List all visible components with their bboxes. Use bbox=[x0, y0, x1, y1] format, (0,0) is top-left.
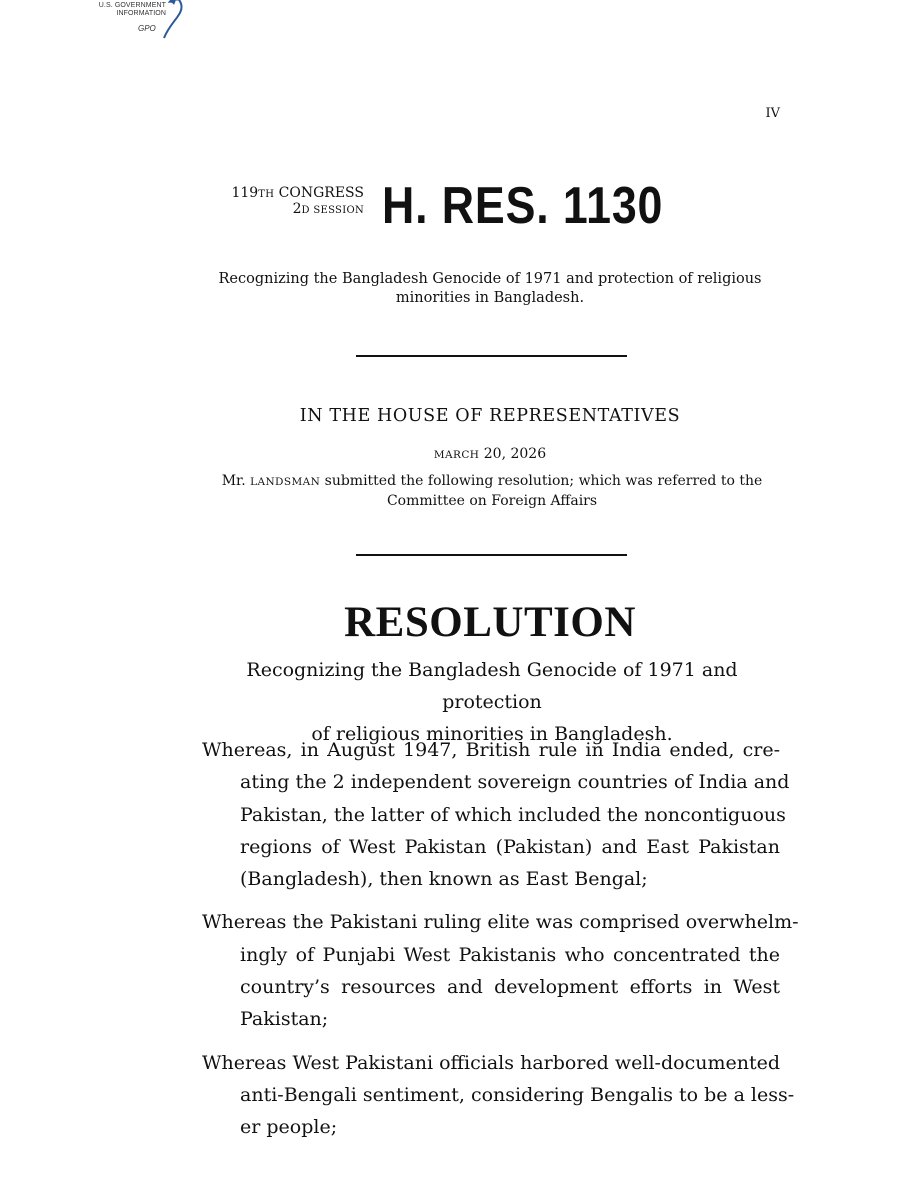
action-text-line2: Committee on Foreign Affairs bbox=[386, 493, 598, 509]
congress-word: CONGRESS bbox=[274, 185, 364, 201]
whereas-clause bbox=[202, 734, 790, 895]
congress-session bbox=[202, 186, 364, 218]
sponsor-name: LANDSMAN bbox=[250, 476, 321, 488]
clause-line: country’s resources and development efforts in West bbox=[240, 976, 780, 999]
resolution-heading: RESOLUTION bbox=[344, 599, 636, 646]
divider bbox=[356, 554, 627, 556]
gpo-authentication-seal bbox=[88, 0, 188, 44]
action-line bbox=[206, 472, 778, 492]
chamber-heading: IN THE HOUSE OF REPRESENTATIVES bbox=[299, 406, 681, 426]
seal-text bbox=[88, 0, 166, 18]
action-text bbox=[206, 472, 778, 511]
clause-line: Whereas West Pakistani officials harbored well-documented bbox=[202, 1051, 780, 1074]
congress-line bbox=[202, 186, 364, 202]
divider bbox=[356, 355, 627, 357]
long-title-line: of religious minorities in Bangladesh. bbox=[311, 723, 673, 745]
clause-line: (Bangladesh), then known as East Bengal; bbox=[240, 868, 648, 891]
whereas-clause bbox=[202, 1047, 795, 1144]
whereas-clause bbox=[202, 906, 799, 1035]
short-title: Recognizing the Bangladesh Genocide of 1971 and protection of religious minorities in Bangladesh. bbox=[218, 271, 762, 306]
clause-line: Whereas, in August 1947, British rule in India ended, cre- bbox=[202, 739, 780, 761]
bill-version: IV bbox=[765, 106, 780, 121]
congress-number-suffix: TH bbox=[258, 189, 275, 200]
action-date bbox=[210, 446, 770, 462]
seal-line: INFORMATION bbox=[116, 10, 166, 17]
date-month: MARCH bbox=[433, 449, 480, 461]
clause-line: Whereas the Pakistani ruling elite was comprised overwhelm- bbox=[202, 911, 799, 934]
clause-line: Pakistan, the latter of which included the noncontiguous bbox=[240, 803, 786, 826]
seal-mark: GPO bbox=[138, 24, 156, 33]
sponsor-prefix: Mr. bbox=[221, 473, 251, 489]
whereas-clauses bbox=[202, 734, 799, 1155]
seal-line: U.S. GOVERNMENT bbox=[98, 2, 166, 9]
clause-line: anti-Bengali sentiment, considering Bengalis to be a less- bbox=[240, 1083, 795, 1106]
session-word: SESSION bbox=[309, 205, 364, 216]
bill-number: H. RES. 1130 bbox=[382, 177, 664, 235]
session-number-suffix: D bbox=[301, 205, 310, 216]
session-number: 2 bbox=[292, 201, 302, 217]
clause-line: ingly of Punjabi West Pakistanis who concentrated the bbox=[240, 943, 780, 966]
long-title-line: Recognizing the Bangladesh Genocide of 1971 and protection bbox=[246, 659, 738, 713]
session-line bbox=[202, 202, 364, 218]
clause-line: Pakistan; bbox=[240, 1008, 329, 1031]
date-rest: 20, 2026 bbox=[479, 446, 547, 462]
action-text-line1: submitted the following resolution; which was referred to the bbox=[320, 473, 763, 489]
eagle-icon bbox=[160, 0, 186, 40]
clause-line: er people; bbox=[240, 1116, 338, 1139]
congress-number: 119 bbox=[231, 185, 259, 201]
clause-line: ating the 2 independent sovereign countries of India and bbox=[240, 771, 790, 794]
clause-line: regions of West Pakistan (Pakistan) and East Pakistan bbox=[240, 835, 780, 858]
